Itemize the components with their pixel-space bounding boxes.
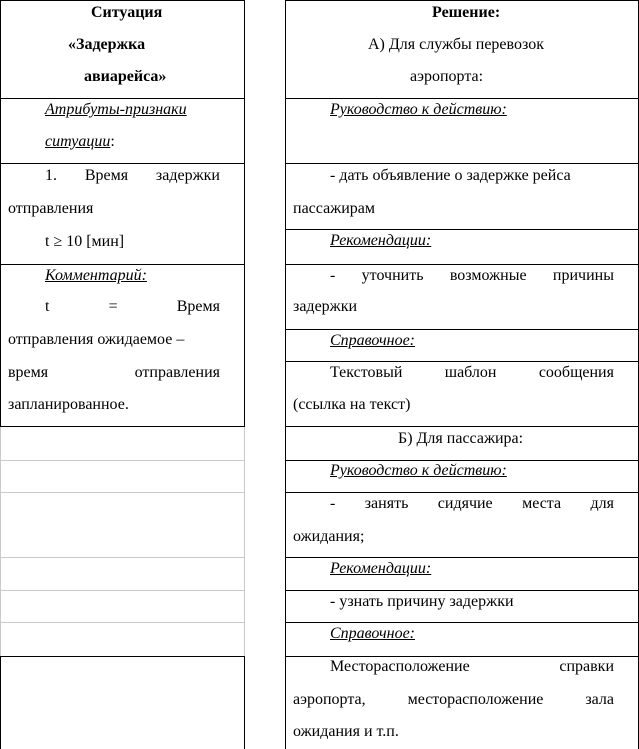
comment-label: Комментарий:: [45, 267, 147, 284]
gridline: [0, 492, 245, 493]
section-b-title: Б) Для пассажира:: [398, 430, 524, 447]
reference-label-b: Справочное:: [330, 625, 415, 642]
reference-b-line3: ожидания и т.п.: [293, 723, 399, 740]
left-outer-border: [0, 0, 1, 427]
recommend-b-line1: - узнать причину задержки: [330, 593, 514, 610]
recommend-a-line1: - уточнить возможные причины: [330, 267, 614, 284]
right-left-border: [285, 0, 286, 749]
attribute-item-1-formula: t ≥ 10 [мин]: [45, 233, 125, 250]
right-row-divider: [285, 492, 639, 493]
left-top-border: [0, 0, 245, 1]
section-a-title: А) Для службы перевозок: [368, 36, 544, 53]
gridline: [0, 460, 245, 461]
right-row-divider: [285, 361, 639, 362]
right-row-divider: [285, 426, 639, 427]
attribute-item-1-line2: отправления: [8, 200, 94, 217]
left-bottom-section-border: [244, 656, 245, 749]
comment-line4: запланированное.: [8, 396, 129, 413]
reference-a-line1: Текстовый шаблон сообщения: [330, 364, 614, 381]
left-bottom-section-border: [0, 656, 1, 749]
right-row-divider: [285, 264, 639, 265]
attributes-label: Атрибуты-признаки: [45, 101, 187, 118]
situation-title-line2: авиарейса»: [84, 68, 167, 85]
recommend-a-line2: задержки: [293, 298, 358, 315]
left-inner-border: [244, 0, 245, 427]
comment-line1: t = Время: [45, 298, 220, 315]
right-row-divider: [285, 98, 639, 99]
comment-line3: время отправления: [8, 364, 220, 381]
section-a-title-line2: аэропорта:: [410, 68, 484, 85]
right-row-divider: [285, 590, 639, 591]
right-row-divider: [285, 622, 639, 623]
recommend-label-b: Рекомендации:: [330, 560, 432, 577]
action-b-line2: ожидания;: [293, 528, 365, 545]
left-row-divider: [0, 98, 245, 99]
right-row-divider: [285, 229, 639, 230]
solution-heading: Решение:: [432, 4, 501, 21]
action-b-line1: - занять сидячие места для: [330, 495, 614, 512]
right-row-divider: [285, 163, 639, 164]
right-row-divider: [285, 557, 639, 558]
gridline: [0, 557, 245, 558]
reference-a-line2: (ссылка на текст): [293, 396, 411, 413]
gridline: [0, 622, 245, 623]
right-row-divider: [285, 329, 639, 330]
reference-b-line2: аэропорта, месторасположение зала: [293, 691, 614, 708]
recommend-label-a: Рекомендации:: [330, 232, 432, 249]
action-a-line1: - дать объявление о задержке рейса: [330, 167, 571, 184]
left-bottom-border: [0, 426, 245, 427]
situation-title-line1: «Задержка: [68, 36, 146, 53]
gridline: [0, 590, 245, 591]
reference-label-a: Справочное:: [330, 332, 415, 349]
comment-line2: отправления ожидаемое –: [8, 331, 185, 348]
attributes-label-line2: ситуации:: [45, 133, 115, 150]
right-top-border: [285, 0, 639, 1]
left-bottom-section-border: [0, 656, 245, 657]
action-a-line2: пассажирам: [293, 200, 376, 217]
left-row-divider: [0, 163, 245, 164]
guide-label-b: Руководство к действию:: [330, 462, 507, 479]
situation-heading: Ситуация: [91, 4, 163, 21]
guide-label-a: Руководство к действию:: [330, 101, 507, 118]
left-row-divider: [0, 264, 245, 265]
reference-b-line1: Месторасположение справки: [330, 658, 614, 675]
attribute-item-1-line1: 1. Время задержки: [45, 167, 220, 184]
